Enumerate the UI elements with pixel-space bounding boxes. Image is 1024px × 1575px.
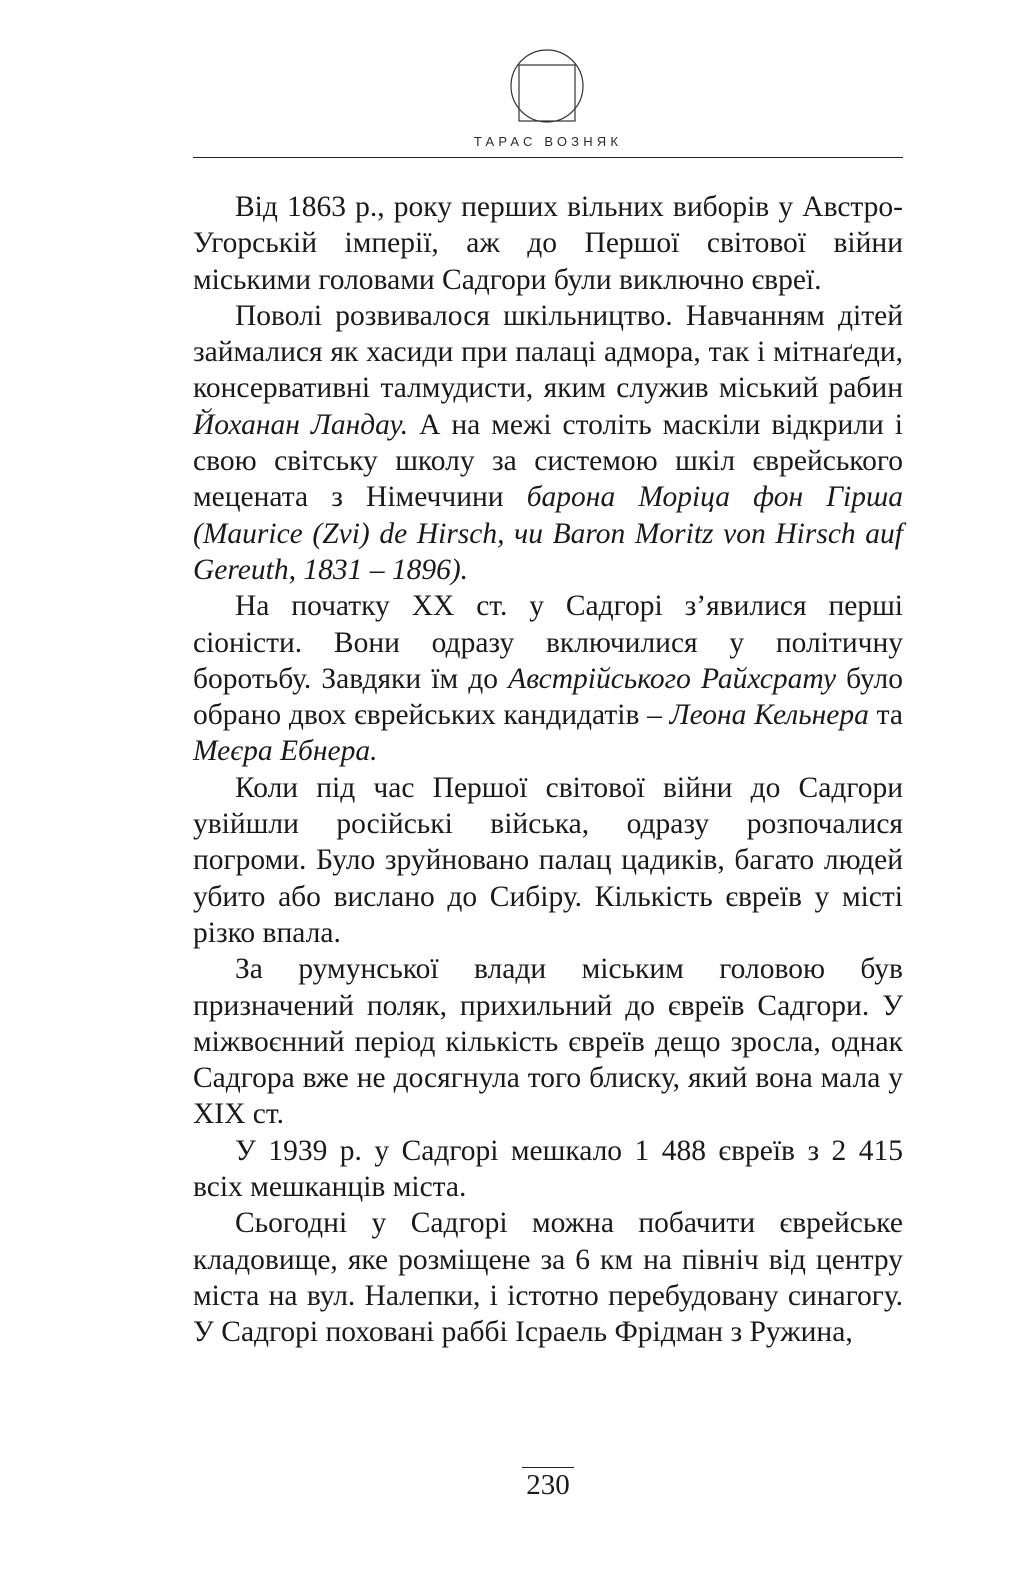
text-run: За румунської влади міським головою був призначений поляк, прихильний до євреїв Садгори. У міжвоєнний період кількість євреїв дещо зросла, однак Садгора вже не досягнула того блиску, який вона мала у XIX ст. — [193, 953, 903, 1131]
text-run: та — [868, 699, 903, 732]
text-run: Коли під час Першої світової війни до Садгори увійшли російські війська, одразу розпочалися погроми. Було зруйновано палац цадиків, багато людей убито або вислано до Сибіру. Кількість євреїв у місті різко впала. — [193, 771, 903, 949]
text-run: Від 1863 р., року перших вільних виборів у Австро-Угорській імперії, аж до Першої світової війни міськими головами Садгори були виключно євреї. — [193, 191, 903, 296]
running-head-author: ТАРАС ВОЗНЯК — [473, 134, 623, 149]
text-run: Сьогодні у Садгорі можна побачити єврейське кладовище, яке розміщене за 6 км на північ від центру міста на вул. Налепки, і істотно перебудовану синагогу. У Садгорі поховані раббі Ісраель Фрідман з Ружина, — [193, 1207, 903, 1349]
body-text — [193, 189, 903, 1351]
paragraph — [193, 1133, 903, 1206]
text-run: У 1939 р. у Садгорі мешкало 1 488 євреїв з 2 415 всіх мешканців міста. — [193, 1134, 903, 1204]
italic-run: Меєра Ебнера. — [193, 735, 378, 768]
paragraph — [193, 588, 903, 769]
paragraph — [193, 298, 903, 588]
text-run: А на межі століть маскіли відкрили і свою світську школу за системою шкіл єврейського мецената з Німеччини — [193, 408, 903, 514]
italic-run: Леона Кельнера — [669, 699, 869, 732]
text-run: було обрано двох єврейських кандидатів – — [193, 662, 903, 732]
paragraph — [193, 770, 903, 951]
paragraph — [193, 189, 903, 298]
text-run: Поволі розвивалося шкільництво. Навчанням дітей займалися як хасиди при палаці адмора, так і мітнаґеди, консервативні талмудисти, яким служив міський рабин — [193, 299, 903, 405]
circle-square-ornament-icon — [509, 48, 585, 124]
page-number-label: 230 — [522, 1467, 574, 1500]
page-number — [193, 1467, 903, 1502]
paragraph — [193, 951, 903, 1132]
italic-run: Йоханан Ландау. — [193, 408, 409, 441]
text-run: На початку XX ст. у Садгорі з’явилися перші сіоністи. Вони одразу включилися у політичну боротьбу. Завдяки їм до — [193, 590, 903, 695]
paragraph — [193, 1205, 903, 1350]
italic-run: барона Моріца фон Гірша (Maurice (Zvi) de Hirsch, чи Baron Moritz von Hirsch auf Gereuth, 1831 – 1896). — [193, 481, 903, 586]
header-rule — [193, 157, 903, 158]
italic-run: Австрійського Райхсрату — [508, 662, 837, 695]
